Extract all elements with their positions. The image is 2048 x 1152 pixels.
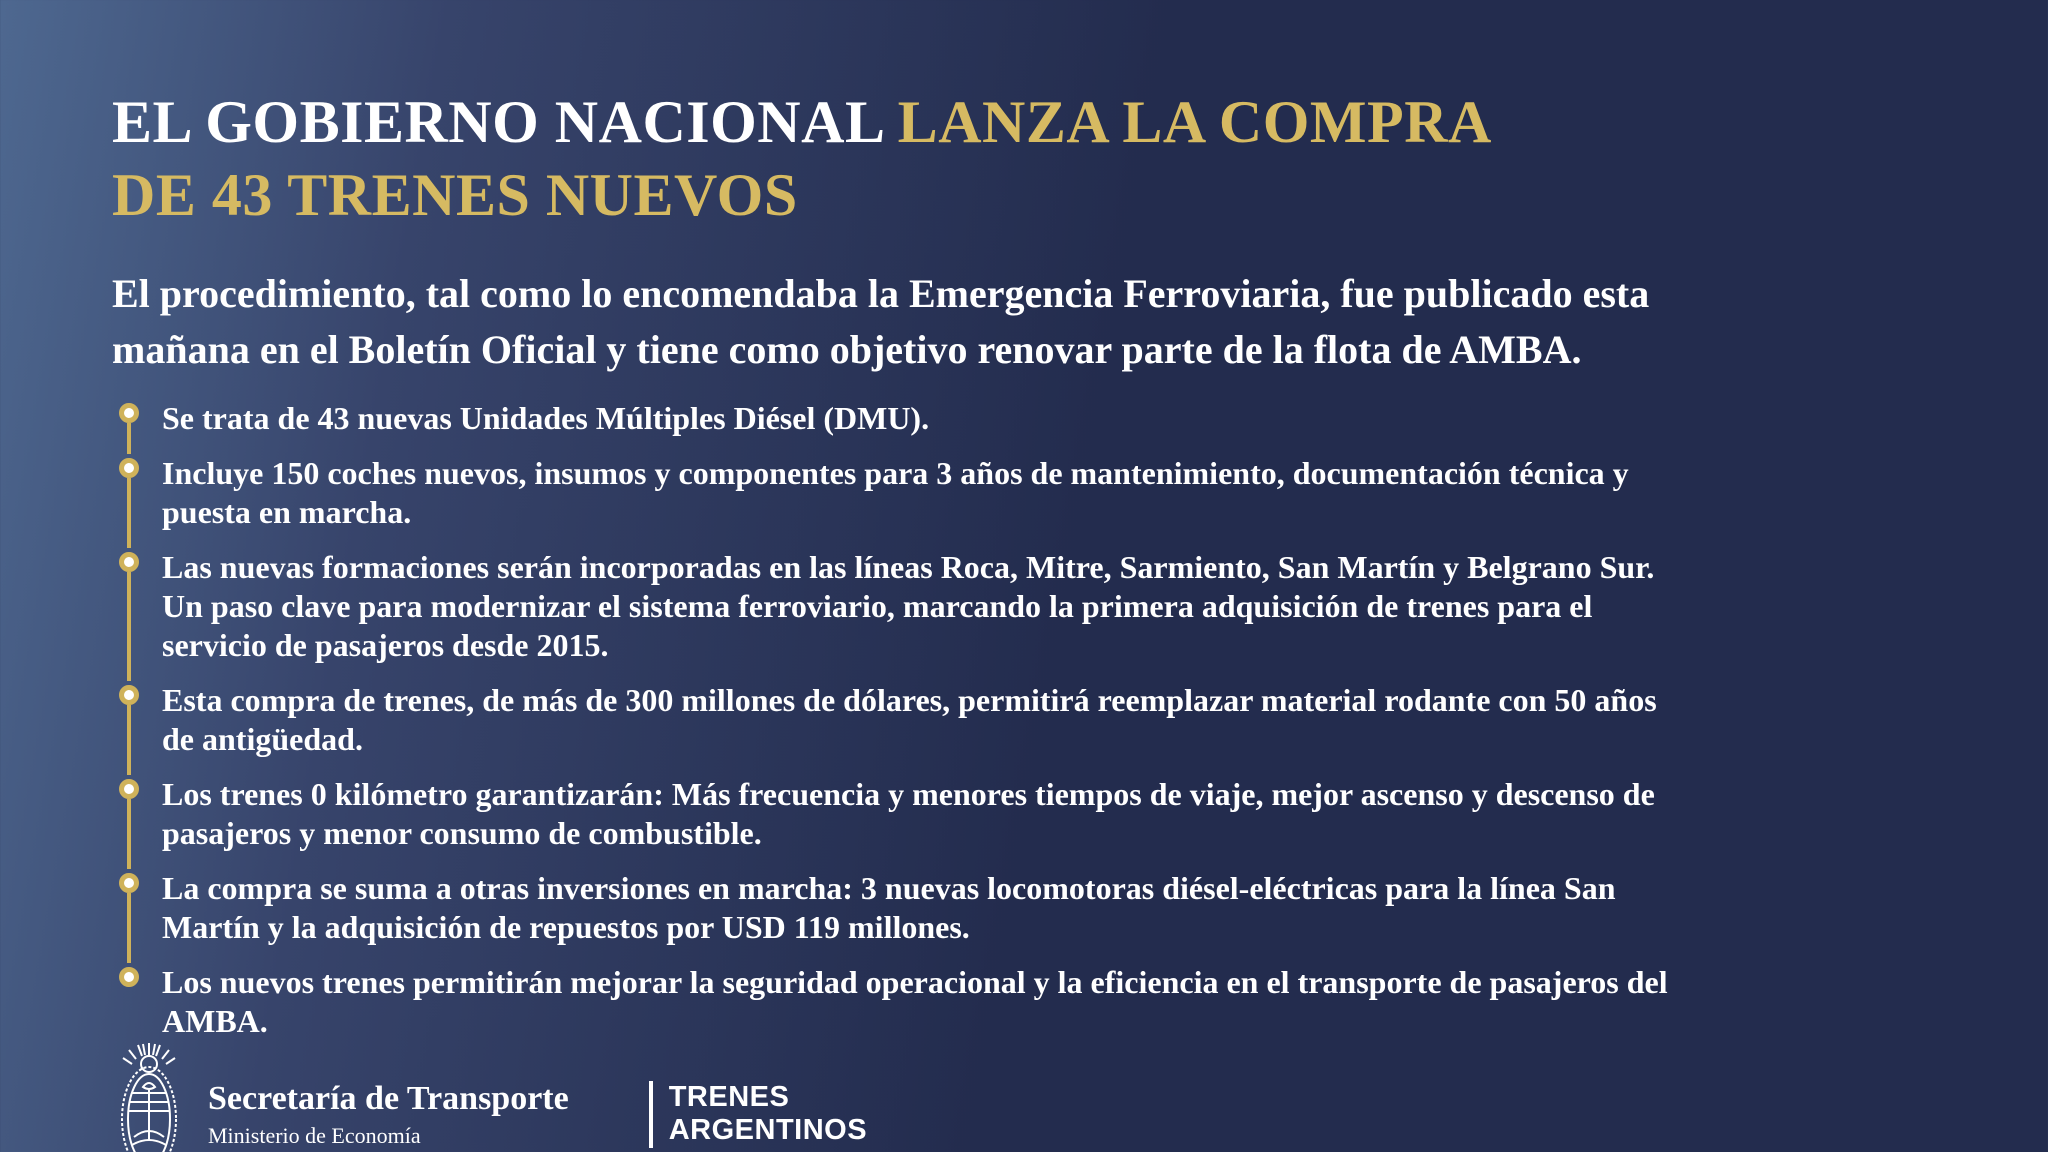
- bullet-connector-line: [127, 423, 131, 454]
- bullet-circle-icon: [119, 967, 139, 987]
- list-item: [112, 548, 1748, 681]
- bullet-circle-icon: [119, 403, 139, 423]
- bullet-circle-icon: [119, 779, 139, 799]
- bullet-marker: [112, 681, 146, 775]
- footer: [112, 1041, 1748, 1152]
- list-item: [112, 681, 1748, 775]
- bullet-connector-line: [127, 478, 131, 548]
- list-item: [112, 399, 1748, 454]
- bullet-text: Esta compra de trenes, de más de 300 millones de dólares, permitirá reemplazar material rodante con 50 años de antigüedad.: [162, 681, 1657, 757]
- bullet-marker: [112, 963, 146, 1041]
- org-name: [208, 1080, 569, 1118]
- bullet-marker: [112, 775, 146, 869]
- bullet-text: La compra se suma a otras inversiones en marcha: 3 nuevas locomotoras diésel-eléctricas para la línea San Martín y la adquisición de repuestos por USD 119 millones.: [162, 870, 1616, 946]
- bullet-list: [112, 399, 1748, 1041]
- bullet-circle-icon: [119, 685, 139, 705]
- list-item: [112, 869, 1748, 963]
- bullet-connector-line: [127, 572, 131, 681]
- trenes-argentinos-logo: [649, 1081, 867, 1148]
- page-title: [112, 86, 1748, 232]
- title-part-gold: LANZA LA COMPRA: [897, 89, 1492, 155]
- bullet-marker: [112, 869, 146, 963]
- subtitle: El procedimiento, tal como lo encomendaba la Emergencia Ferroviaria, fue publicado esta mañana en el Boletín Oficial y tiene como objetivo renovar parte de la flota de AMBA.: [112, 271, 1650, 372]
- list-item: [112, 963, 1748, 1041]
- brand-line1: TRENES: [668, 1080, 790, 1113]
- org-ministry: Ministerio de Economía: [208, 1122, 421, 1148]
- org-name-line2: de Transporte: [365, 1079, 569, 1117]
- list-item: [112, 775, 1748, 869]
- bullet-connector-line: [127, 705, 131, 775]
- bullet-circle-icon: [119, 552, 139, 572]
- org-block: [208, 1080, 569, 1149]
- org-name-line1: Secretaría: [208, 1079, 357, 1117]
- bullet-text: Los nuevos trenes permitirán mejorar la seguridad operacional y la eficiencia en el transporte de pasajeros del AMBA.: [162, 964, 1668, 1040]
- bullet-marker: [112, 454, 146, 548]
- coat-of-arms-icon: [112, 1041, 186, 1152]
- bullet-connector-line: [127, 893, 131, 963]
- brand-line2: ARGENTINOS: [668, 1114, 868, 1147]
- bullet-connector-line: [127, 799, 131, 869]
- list-item: [112, 454, 1748, 548]
- bullet-marker: [112, 548, 146, 681]
- bullet-text: Se trata de 43 nuevas Unidades Múltiples Diésel (DMU).: [162, 399, 930, 436]
- bullet-circle-icon: [119, 458, 139, 478]
- bullet-marker: [112, 399, 146, 454]
- title-part-white: EL GOBIERNO NACIONAL: [112, 89, 883, 155]
- title-line2: DE 43 TRENES NUEVOS: [112, 162, 798, 229]
- bullet-text: Los trenes 0 kilómetro garantizarán: Más frecuencia y menores tiempos de viaje, mejor ascenso y descenso de pasajeros y menor consumo de combustible.: [162, 776, 1655, 852]
- bullet-text: Las nuevas formaciones serán incorporadas en las líneas Roca, Mitre, Sarmiento, San Martín y Belgrano Sur. Un paso clave para modernizar el sistema ferroviario, marcando la primera adquisición de trenes para el servicio de pasajeros desde 2015.: [162, 548, 1655, 663]
- bullet-circle-icon: [119, 873, 139, 893]
- bullet-text: Incluye 150 coches nuevos, insumos y componentes para 3 años de mantenimiento, documentación técnica y puesta en marcha.: [162, 454, 1629, 530]
